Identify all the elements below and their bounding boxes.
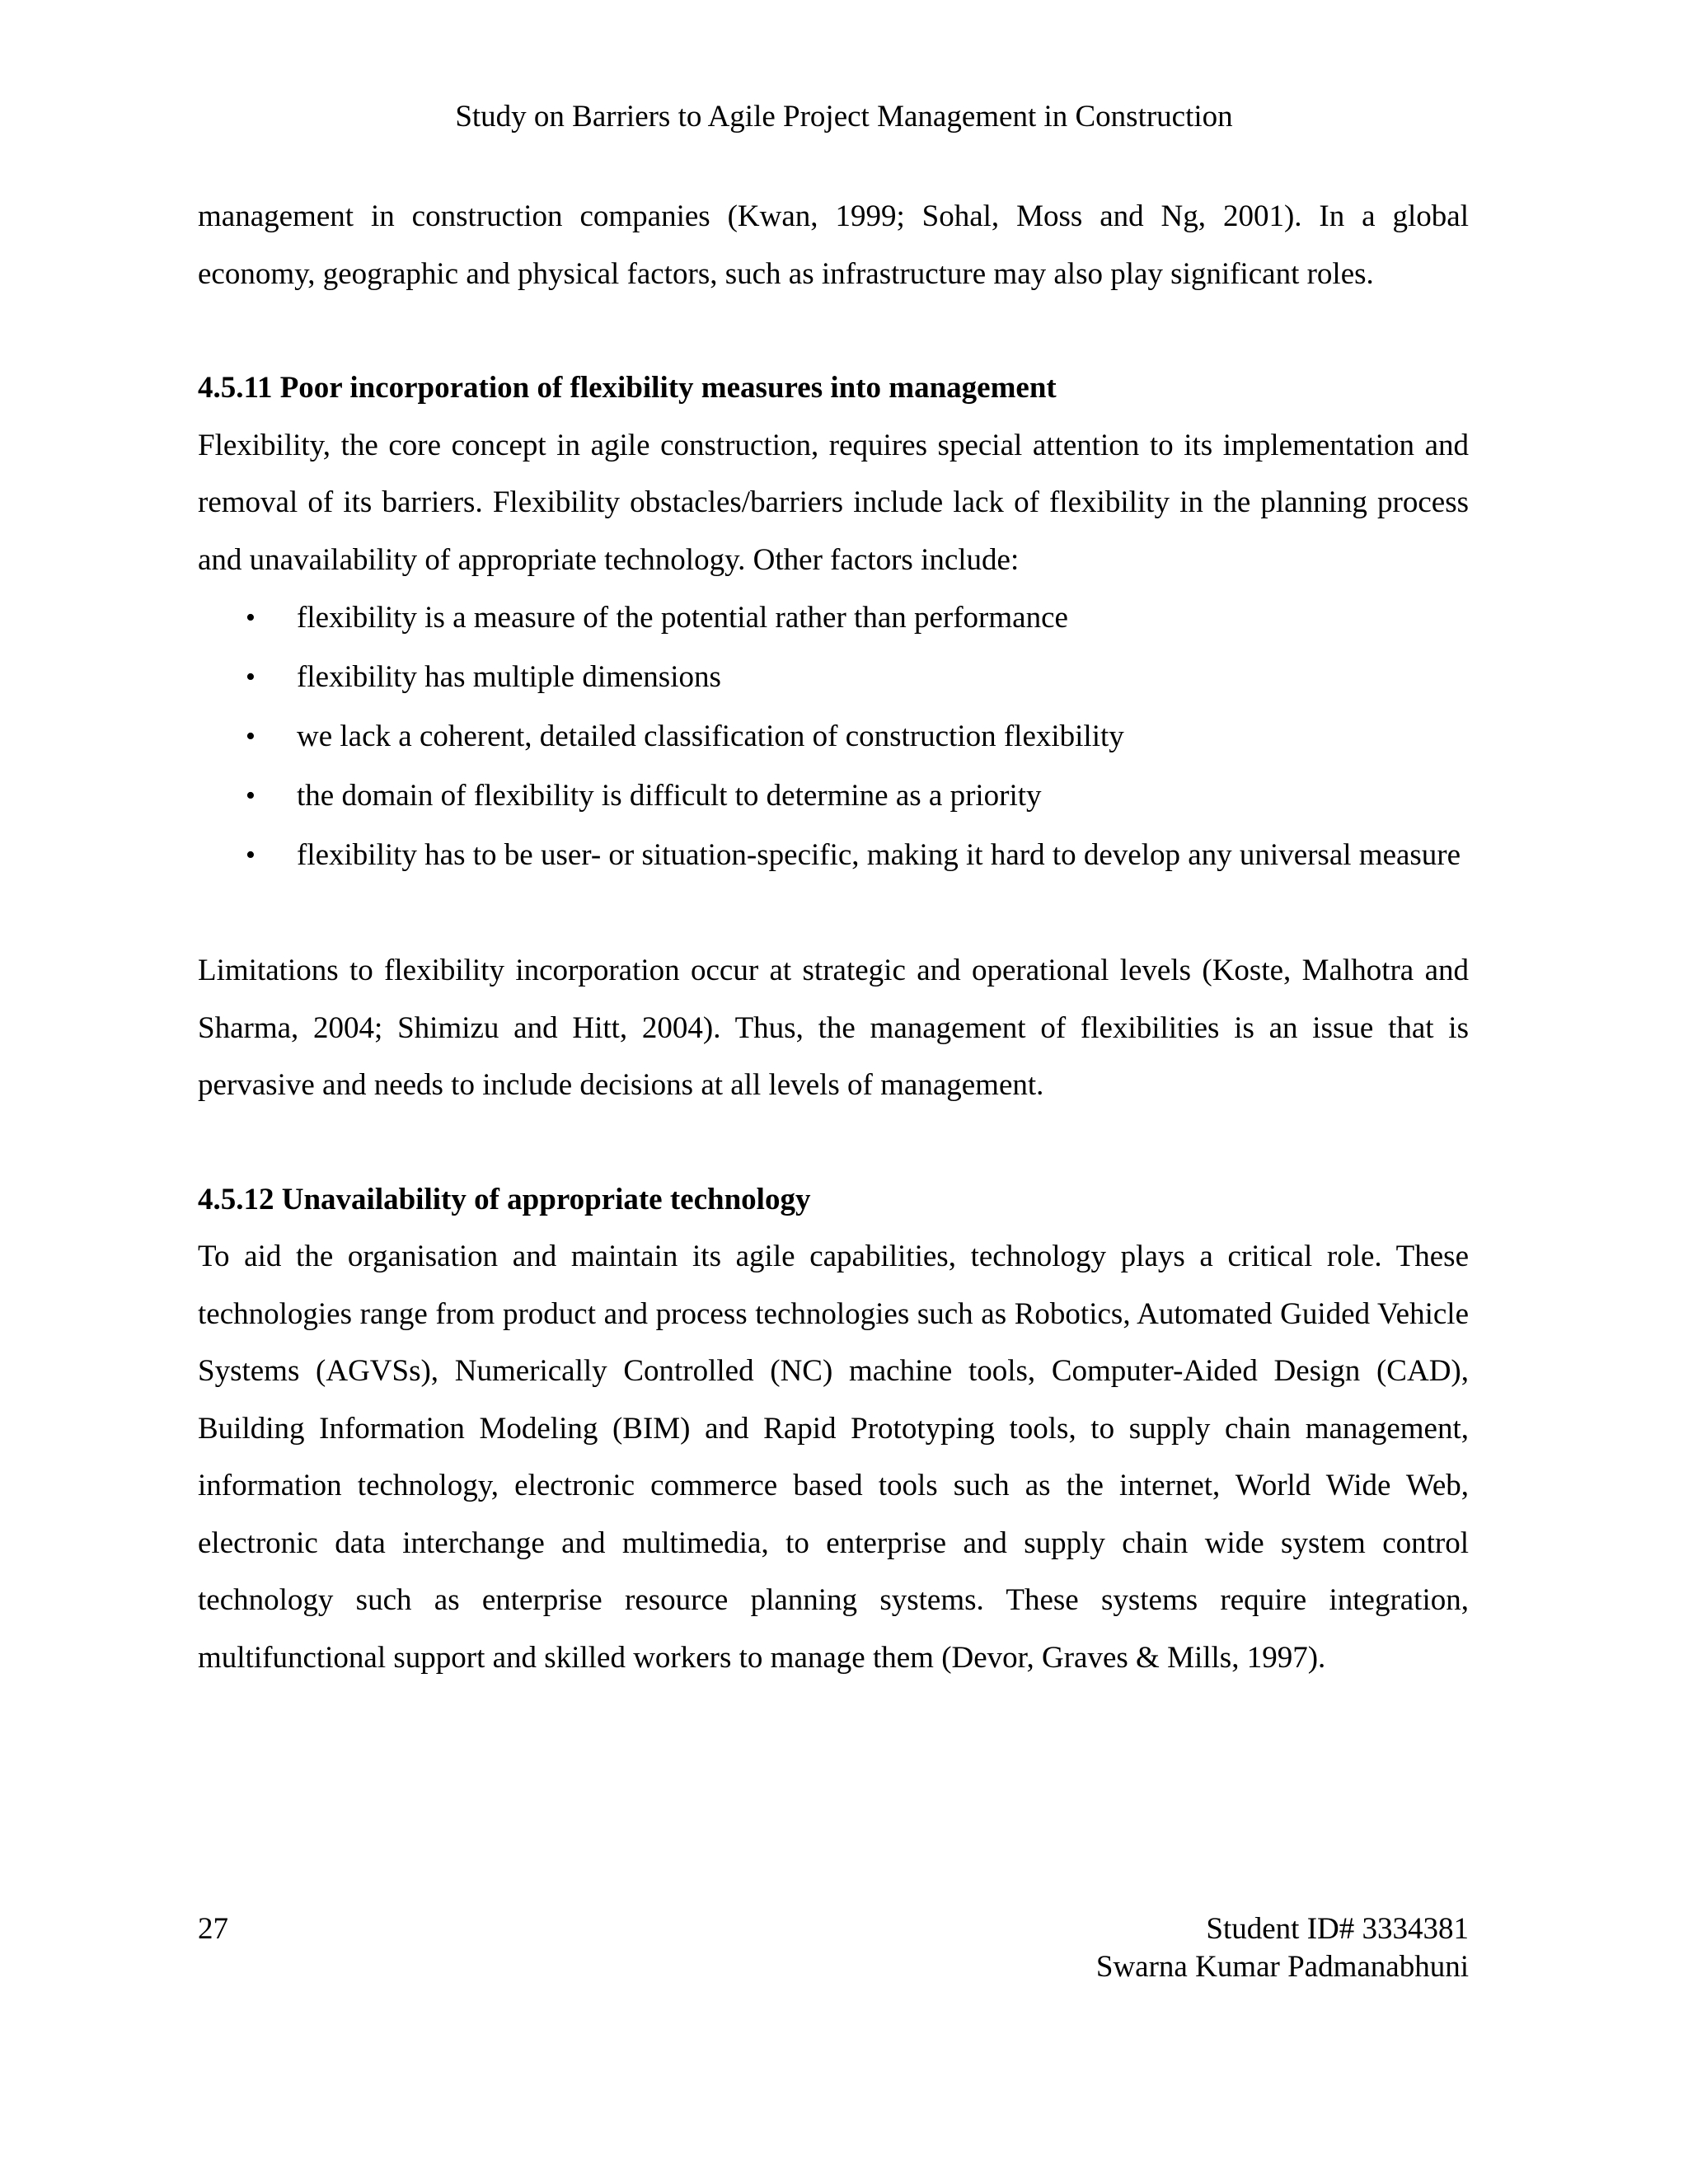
footer-author-block — [1096, 1910, 1469, 1986]
author-name: Swarna Kumar Padmanabhuni — [1095, 1950, 1469, 1984]
page-number: 27 — [198, 1912, 228, 1946]
bullet-icon: • — [246, 780, 256, 811]
intro-paragraph: management in construction companies (Kwan, 1999; Sohal, Moss and Ng, 2001). In a global economy, geographic and physical factors, such as infrastructure may also play significant roles. — [198, 199, 1469, 291]
student-id: Student ID# 3334381 — [1206, 1912, 1469, 1946]
list-item-text: flexibility has to be user- or situation-specific, making it hard to develop any universal measure — [297, 838, 1461, 872]
bullet-icon: • — [246, 662, 256, 692]
document-body — [198, 188, 1469, 1686]
bullet-icon: • — [246, 602, 256, 633]
list-item-text: we lack a coherent, detailed classification of construction flexibility — [297, 719, 1124, 753]
page-header: Study on Barriers to Agile Project Management in Construction — [455, 100, 1233, 134]
technology-paragraph: To aid the organisation and maintain its agile capabilities, technology plays a critical role. These technologies range from product and process technologies such as Robotics, Automated Guided Vehicle Systems (AGVSs), Numerically Controlled (NC) machine tools, Computer-Aided Design (CAD), Building Information Modeling (BIM) and Rapid Prototyping tools, to supply chain management, information technology, electronic commerce based tools such as the internet, World Wide Web, electronic data interchange and multimedia, to enterprise and supply chain wide system control technology such as enterprise resource planning systems. These systems require integration, multifunctional support and skilled workers to manage them (Devor, Graves & Mills, 1997). — [198, 1240, 1469, 1675]
list-item — [198, 707, 1469, 766]
section-heading-4-5-11: 4.5.11 Poor incorporation of flexibility measures into management — [198, 371, 1057, 405]
list-item — [198, 766, 1469, 826]
list-item-text: the domain of flexibility is difficult to determine as a priority — [297, 779, 1042, 813]
list-item-text: flexibility has multiple dimensions — [297, 660, 721, 694]
bullet-icon: • — [246, 721, 256, 752]
list-item — [198, 648, 1469, 707]
section-heading-4-5-12: 4.5.12 Unavailability of appropriate technology — [198, 1182, 811, 1216]
limitations-paragraph: Limitations to flexibility incorporation occur at strategic and operational levels (Koste, Malhotra and Sharma, 2004; Shimizu and Hitt, 2004). Thus, the management of flexibilities is an issue that is pervasive and needs to include decisions at all levels of management. — [198, 954, 1469, 1102]
flexibility-intro-paragraph: Flexibility, the core concept in agile construction, requires special attention to its implementation and removal of its barriers. Flexibility obstacles/barriers include lack of flexibility in the planning process and unavailability of appropriate technology. Other factors include: — [198, 428, 1469, 577]
list-item-text: flexibility is a measure of the potential rather than performance — [297, 601, 1068, 635]
bullet-icon: • — [246, 840, 256, 870]
flexibility-factors-list — [198, 588, 1469, 885]
list-item — [198, 826, 1469, 885]
list-item — [198, 588, 1469, 648]
